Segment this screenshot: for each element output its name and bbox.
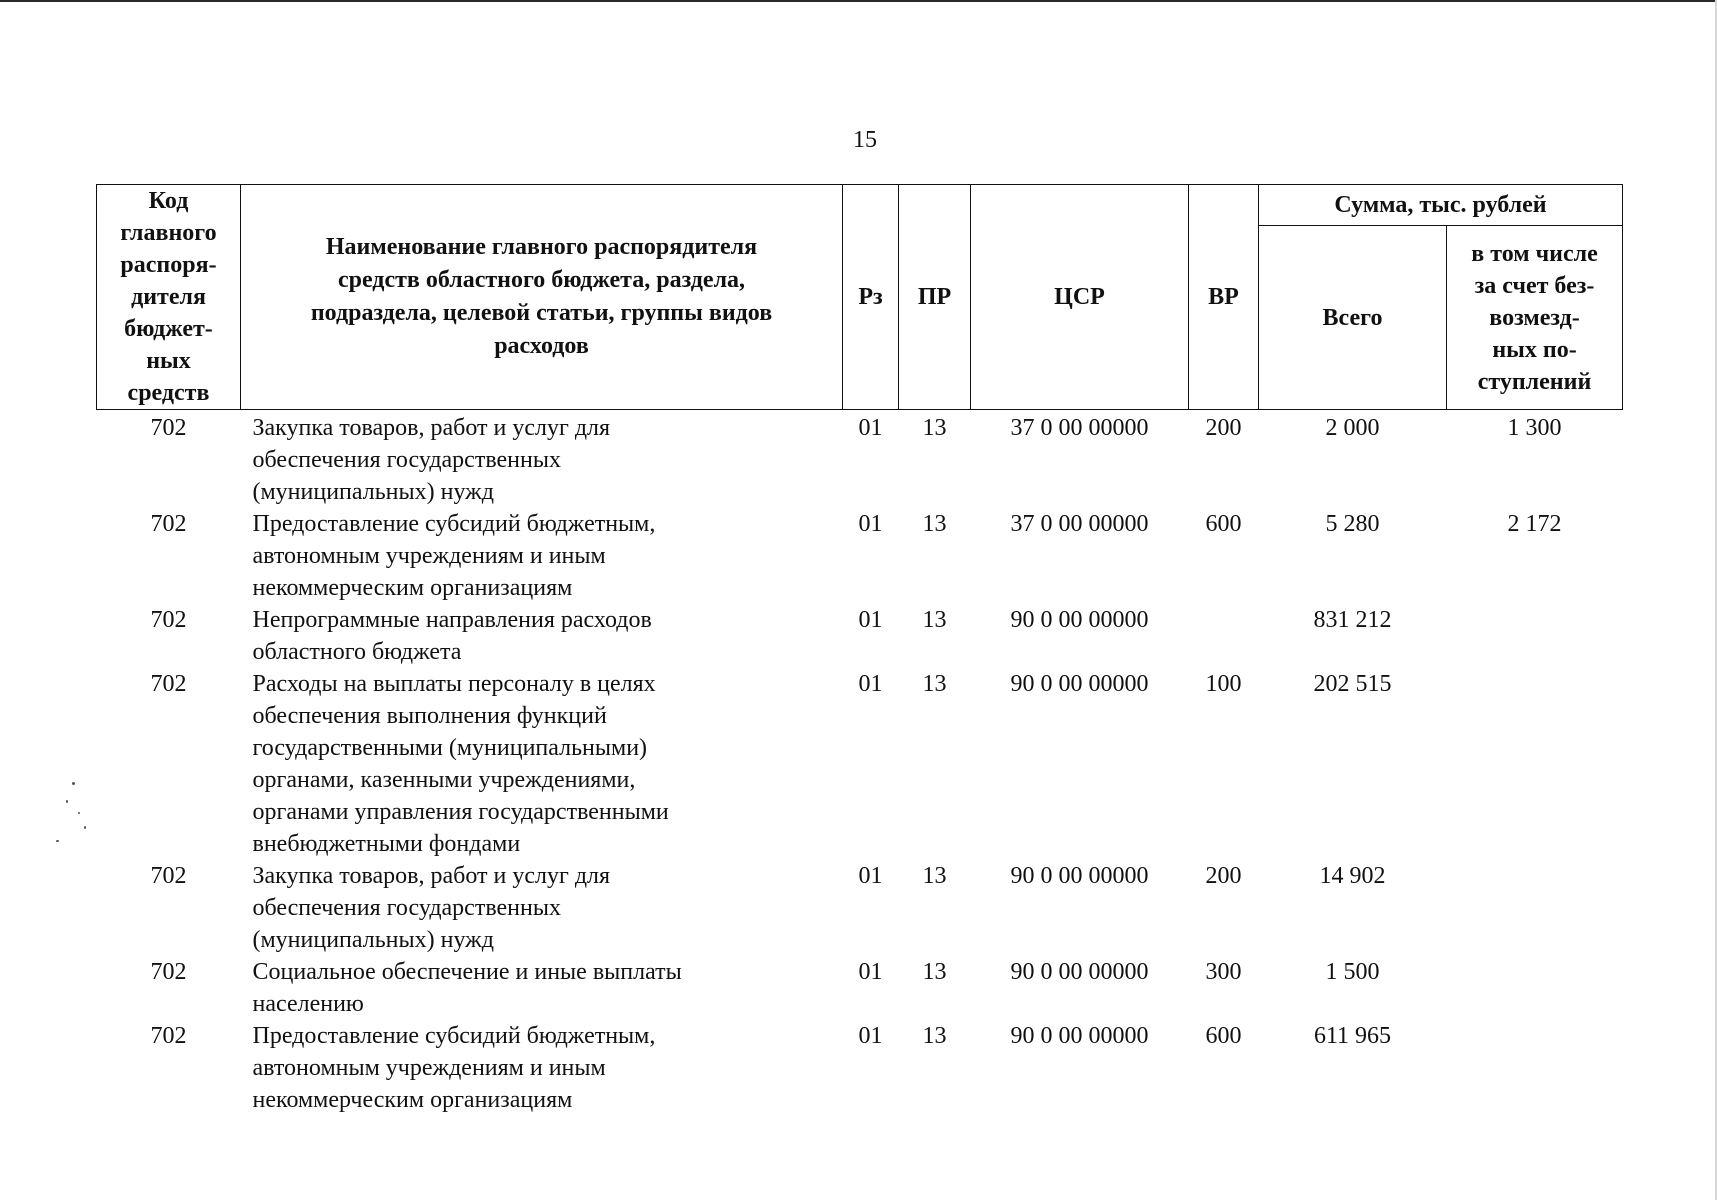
- row-name-line: автономным учреждениям и иным: [252, 543, 606, 569]
- row-rz: 01: [858, 863, 883, 889]
- row-name-line: автономным учреждениям и иным: [252, 1055, 606, 1081]
- row-name-line: государственными (муниципальными): [252, 735, 648, 761]
- row-rz: 01: [858, 1023, 883, 1049]
- scan-speck: [72, 782, 75, 785]
- row-grants: [1447, 860, 1623, 956]
- table-header-row: [97, 185, 1623, 226]
- scan-speck: [84, 826, 86, 829]
- header-name-line: подраздела, целевой статьи, группы видов: [310, 300, 773, 326]
- header-grants-line: в том числе: [1471, 240, 1598, 267]
- row-code: 702: [150, 671, 187, 697]
- row-code: 702: [150, 607, 187, 633]
- header-name: [241, 185, 843, 410]
- row-rz: 01: [858, 415, 883, 441]
- header-grants-line: за счет без-: [1474, 272, 1595, 299]
- header-code-line: главного: [120, 220, 217, 246]
- row-total: 1 500: [1325, 959, 1380, 985]
- row-name-line: (муниципальных) нужд: [252, 479, 494, 505]
- row-name-line: обеспечения государственных: [252, 895, 561, 921]
- scan-speck: [78, 812, 80, 814]
- row-csr: 90 0 00 00000: [1010, 1023, 1149, 1049]
- row-vr: 300: [1205, 959, 1242, 985]
- header-rz: Рз: [843, 185, 899, 410]
- table-row: [97, 668, 1623, 860]
- row-name: [241, 1020, 843, 1116]
- row-csr: 37 0 00 00000: [1010, 415, 1149, 441]
- row-grants: [1447, 956, 1623, 1020]
- row-total: 831 212: [1313, 607, 1392, 633]
- row-csr: 90 0 00 00000: [1010, 959, 1149, 985]
- row-csr: 37 0 00 00000: [1010, 511, 1149, 537]
- row-code: 702: [150, 959, 187, 985]
- header-code: [97, 185, 241, 410]
- row-pr: 13: [922, 959, 947, 985]
- table-row: [97, 1020, 1623, 1116]
- header-name-line: расходов: [494, 333, 589, 359]
- row-name: [241, 860, 843, 956]
- scan-speck: [66, 800, 68, 803]
- row-code: 702: [150, 511, 187, 537]
- table-row: [97, 956, 1623, 1020]
- header-code-line: Код: [148, 188, 189, 214]
- row-name-line: Закупка товаров, работ и услуг для: [252, 415, 611, 441]
- scan-speck: [56, 840, 59, 842]
- row-pr: 13: [922, 415, 947, 441]
- table-row: [97, 508, 1623, 604]
- header-grants-line: ных по-: [1492, 336, 1577, 363]
- header-grants-line: ступлений: [1477, 368, 1592, 395]
- row-code: 702: [150, 1023, 187, 1049]
- row-vr: 200: [1205, 863, 1242, 889]
- row-name-line: обеспечения государственных: [252, 447, 561, 473]
- row-csr: 90 0 00 00000: [1010, 671, 1149, 697]
- row-pr: 13: [922, 863, 947, 889]
- header-grants-line: возмезд-: [1489, 304, 1580, 331]
- row-vr: 100: [1205, 671, 1242, 697]
- row-pr: 13: [922, 511, 947, 537]
- table-row: [97, 604, 1623, 668]
- row-rz: 01: [858, 959, 883, 985]
- header-pr: ПР: [899, 185, 971, 410]
- row-name-line: Социальное обеспечение и иные выплаты: [252, 959, 682, 985]
- scan-edge-top: [0, 0, 1717, 2]
- row-name-line: Расходы на выплаты персоналу в целях: [252, 671, 656, 697]
- header-code-line: дителя: [131, 284, 206, 310]
- row-name: [241, 604, 843, 668]
- header-code-line: ных: [146, 348, 191, 374]
- row-name-line: населению: [252, 991, 364, 1017]
- row-rz: 01: [858, 607, 883, 633]
- row-name-line: органами, казенными учреждениями,: [252, 767, 636, 793]
- row-code: 702: [150, 863, 187, 889]
- row-name-line: Закупка товаров, работ и услуг для: [252, 863, 611, 889]
- row-pr: 13: [922, 607, 947, 633]
- row-rz: 01: [858, 511, 883, 537]
- row-name-line: органами управления государственными: [252, 799, 669, 825]
- row-name-line: некоммерческим организациям: [252, 1087, 573, 1113]
- row-grants: [1447, 1020, 1623, 1116]
- row-name-line: Непрограммные направления расходов: [252, 607, 652, 633]
- row-code: 702: [150, 415, 187, 441]
- row-pr: 13: [922, 1023, 947, 1049]
- row-csr: 90 0 00 00000: [1010, 607, 1149, 633]
- row-name-line: обеспечения выполнения функций: [252, 703, 607, 729]
- header-name-line: средств областного бюджета, раздела,: [337, 267, 746, 293]
- row-total: 2 000: [1325, 415, 1380, 441]
- row-total: 14 902: [1319, 863, 1386, 889]
- row-total: 611 965: [1313, 1023, 1392, 1049]
- table-body: [97, 410, 1623, 1117]
- row-name-line: внебюджетными фондами: [252, 831, 521, 857]
- row-name: [241, 668, 843, 860]
- row-name-line: областного бюджета: [252, 639, 462, 665]
- row-name-line: некоммерческим организациям: [252, 575, 573, 601]
- row-vr: [1189, 604, 1259, 668]
- header-code-line: бюджет-: [124, 316, 213, 342]
- table-row: [97, 860, 1623, 956]
- row-name-line: Предоставление субсидий бюджетным,: [252, 511, 656, 537]
- row-vr: 600: [1205, 511, 1242, 537]
- row-grants: [1447, 604, 1623, 668]
- row-name: [241, 508, 843, 604]
- row-csr: 90 0 00 00000: [1010, 863, 1149, 889]
- header-csr: ЦСР: [971, 185, 1189, 410]
- row-name-line: (муниципальных) нужд: [252, 927, 494, 953]
- budget-expenditure-table: [96, 184, 1623, 1116]
- header-code-line: средств: [127, 380, 210, 406]
- row-vr: 600: [1205, 1023, 1242, 1049]
- header-sum: Сумма, тыс. рублей: [1259, 185, 1623, 226]
- row-vr: 200: [1205, 415, 1242, 441]
- row-name: [241, 410, 843, 509]
- row-grants: 2 172: [1507, 511, 1562, 537]
- header-code-line: распоря-: [120, 252, 217, 278]
- table-row: [97, 410, 1623, 509]
- row-grants: 1 300: [1507, 415, 1562, 441]
- header-name-line: Наименование главного распорядителя: [325, 234, 758, 260]
- row-name-line: Предоставление субсидий бюджетным,: [252, 1023, 656, 1049]
- header-total: Всего: [1259, 226, 1447, 410]
- row-total: 5 280: [1325, 511, 1380, 537]
- header-vr: ВР: [1189, 185, 1259, 410]
- row-grants: [1447, 668, 1623, 860]
- row-rz: 01: [858, 671, 883, 697]
- header-grants: [1447, 226, 1623, 410]
- row-name: [241, 956, 843, 1020]
- row-pr: 13: [922, 671, 947, 697]
- row-total: 202 515: [1313, 671, 1392, 697]
- page-number: 15: [853, 127, 877, 153]
